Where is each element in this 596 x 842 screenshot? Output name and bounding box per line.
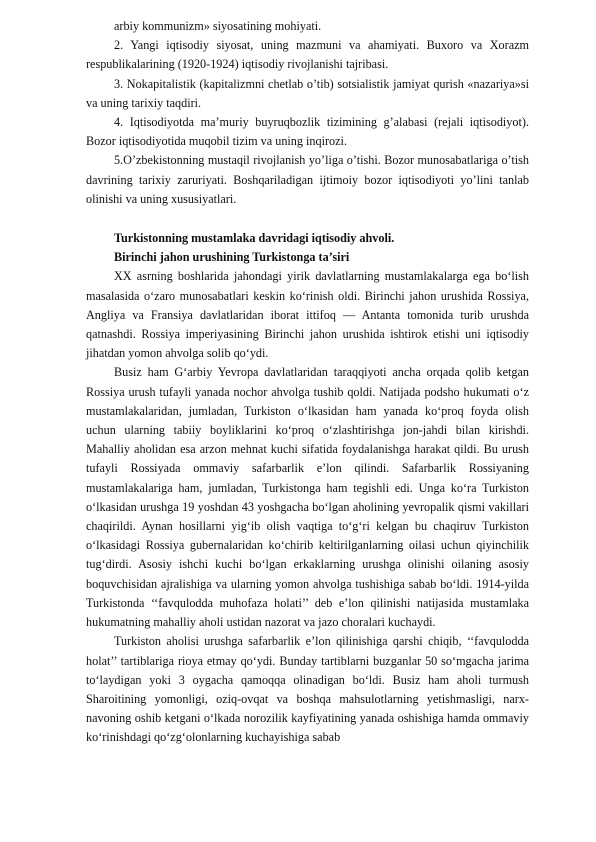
section-gap (86, 209, 529, 229)
body-paragraph-3: Turkiston aholisi urushga safarbarlik e’lon qilinishiga qarshi chiqib, ‘‘favqulodda holat’’ tartiblariga rioya etmay qo‘ydi. Bunday tartiblarni buzganlar 50 so‘mgacha jarima to‘laydigan yoki 3 oygacha qamoqqa olinadigan bo‘ldi. Busiz ham aholi turmush Sharoitining yomonligi, oziq-ovqat va boshqa mahsulotlarning yetishmasligi, narx-navoning oshib ketgani o‘lkada norozilik kayfiyatining yanada oshishiga hamda ommaviy ko‘rinishdagi qo‘zg‘olonlarning kuchayishiga sabab (86, 634, 529, 745)
list-item-2: 2. Yangi iqtisodiy siyosat, uning mazmuni va ahamiyati. Buxoro va Xorazm respublikalarining (1920-1924) iqtisodiy rivojlanishi tajribasi. (86, 38, 529, 72)
list-item-3: 3. Nokapitalistik (kapitalizmni chetlab o’tib) sotsialistik jamiyat qurish «nazariya»si va uning tarixiy taqdiri. (86, 76, 529, 110)
list-item-4: 4. Iqtisodiyotda ma’muriy buyruqbozlik tizimining g’alabasi (rejali iqtisodiyot). Bozor iqtisodiyotida muqobil tizim va uning inqirozi. (86, 115, 529, 149)
section-heading: Turkistonning mustamlaka davridagi iqtisodiy ahvoli. (114, 231, 395, 246)
document-page (86, 17, 529, 748)
section-subheading: Birinchi jahon urushining Turkistonga ta’siri (114, 250, 350, 265)
body-paragraph-2: Busiz ham G‘arbiy Yevropa davlatlaridan taraqqiyoti ancha orqada qolib ketgan Rossiya urush tufayli yanada nochor ahvolga tushib qoldi. Natijada podsho hukumati o‘z mustamlakalaridan, jumladan, Turkiston o‘lkasidan ham yanada ko‘proq foyda olish uchun ularning tabiiy boyliklarini ko‘proq o‘zlashtirishga jon-jahdi bilan kirishdi. Mahalliy aholidan esa arzon mehnat kuchi sifatida foydalanishga harakat qildi. Bu urush tufayli Rossiyada ommaviy safarbarlik e’lon qilindi. Safarbarlik Rossiyaning mustamlakalariga ham, jumladan, Turkistonga ham tegishli edi. Unga ko‘ra Turkiston o‘lkasidan urushga 19 yoshdan 43 yoshgacha bo‘lgan aholining yevropalik qismi vakillari chaqirildi. Aynan hosillarni yig‘ib olish vaqtiga to‘g‘ri kelgan bu chaqiruv Turkiston o‘lkasidagi Rossiya gubernalaridan ko‘chirib keltirilganlarning oilasi uchun qiyinchilik tug‘dirdi. Asosiy ishchi kuchi bo‘lgan erkaklarning urushga olinishi oilaning asosiy boquvchisidan ajralishiga va ularning yomon ahvolga tushishiga sabab bo‘ldi. 1914-yilda Turkistonda ‘‘favqulodda muhofaza holati’’ deb e’lon qilinishi natijasida mustamlaka hukumatning mahalliy aholi ustidan nazorat va jazo choralari kuchaydi. (86, 365, 529, 630)
body-paragraph-1: XX asrning boshlarida jahondagi yirik davlatlarning mustamlakalarga ega bo‘lish masalasida o‘zaro munosabatlari keskin ko‘rinish oldi. Birinchi jahon urushida Rossiya, Angliya va Fransiya davlatlaridan iborat ittifoq — Antanta tomonida turib urushda qatnashdi. Rossiya imperiyasining Birinchi jahon urushida ishtirok etishi uni iqtisodiy jihatdan yomon ahvolga solib qo‘ydi. (86, 269, 529, 361)
list-item-5: 5.O’zbekistonning mustaqil rivojlanish yo’liga o’tishi. Bozor munosabatlariga o’tish davrining tarixiy zaruriyati. Boshqariladigan ijtimoiy bozor iqtisodiyoti yo’lini tanlab olinishi va uning xususiyatlari. (86, 153, 529, 206)
paragraph-continuation: arbiy kommunizm» siyosatining mohiyati. (114, 19, 322, 33)
